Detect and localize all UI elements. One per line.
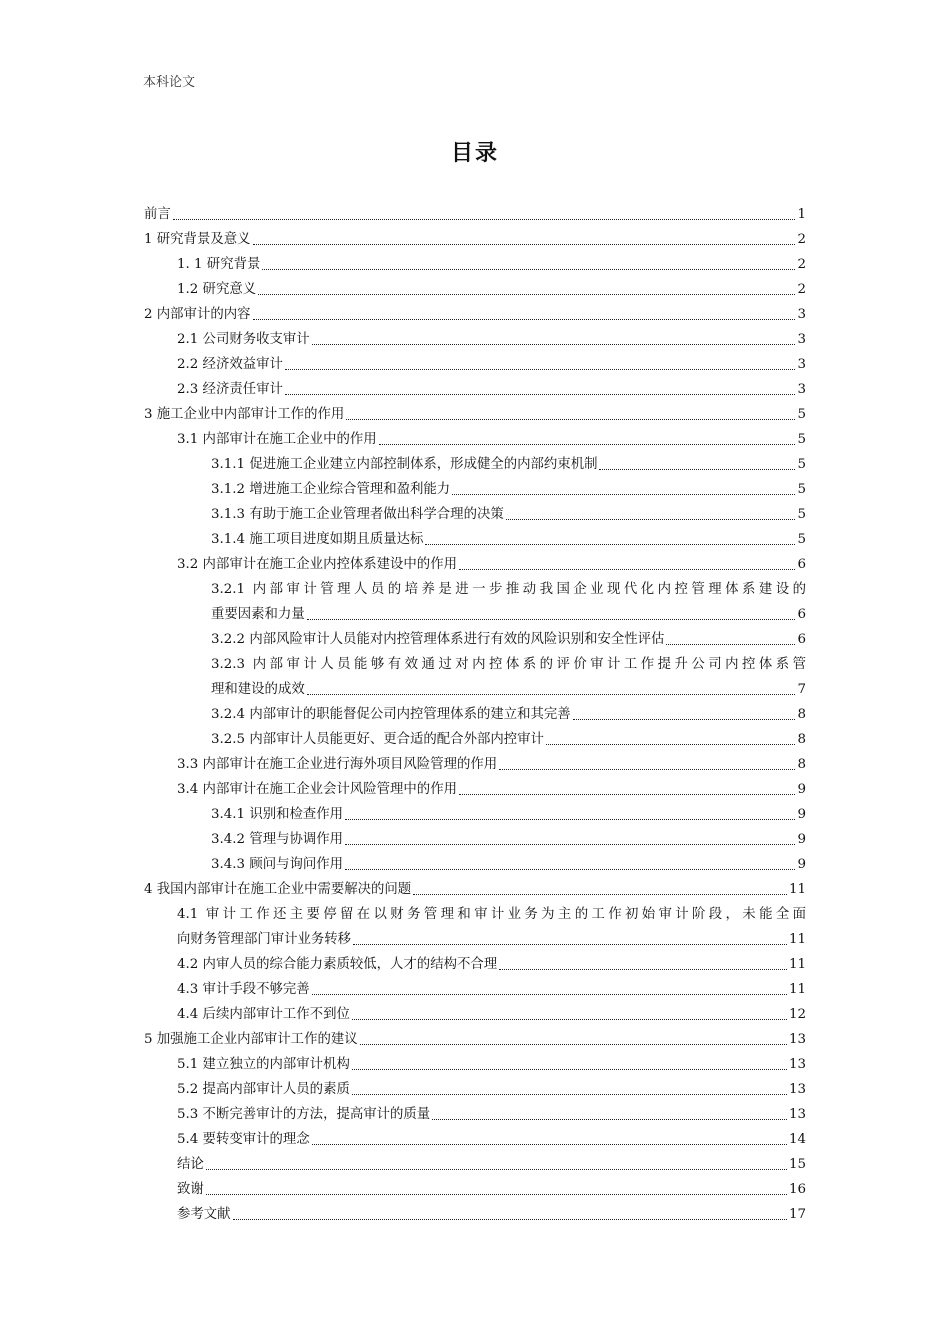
dot-leader [173,218,796,220]
toc-entry[interactable] [144,977,806,1002]
toc-entry[interactable] [144,852,806,877]
toc-page-number: 1 [797,207,806,222]
toc-entry-text: 3.4.2 管理与协调作用 [211,832,344,847]
toc-entry[interactable] [144,402,806,427]
toc-page-number: 3 [797,357,806,372]
toc-entry[interactable] [144,377,806,402]
dot-leader [506,518,796,520]
dot-leader [253,243,796,245]
toc-page-number: 5 [797,532,806,547]
toc-page-number: 5 [797,407,806,422]
toc-entry-text: 结论 [177,1157,204,1172]
dot-leader [307,618,796,620]
toc-entry-text: 4.1 审计工作还主要停留在以财务管理和审计业务为主的工作初始审计阶段，未能全面 [177,907,806,922]
toc-entry[interactable] [144,227,806,252]
toc-page-number: 6 [797,557,806,572]
toc-entry-text: 2.3 经济责任审计 [177,382,283,397]
toc-page-number: 16 [788,1182,806,1197]
dot-leader [352,1018,787,1020]
toc-entry-text: 3.4.1 识别和检查作用 [211,807,344,822]
toc-entry[interactable] [144,1202,806,1227]
toc-page-number: 8 [797,707,806,722]
toc-entry-text: 3.2.1 内部审计管理人员的培养是进一步推动我国企业现代化内控管理体系建设的 [211,582,806,597]
dot-leader [233,1218,787,1220]
toc-entry[interactable] [144,877,806,902]
toc-entry-text: 3.4.3 顾问与询问作用 [211,857,344,872]
dot-leader [312,993,787,995]
toc-page-number: 9 [797,782,806,797]
toc-page-number: 13 [788,1032,806,1047]
toc-page-number: 11 [788,982,806,997]
dot-leader [206,1193,787,1195]
dot-leader [352,1093,787,1095]
toc-entry-text: 3.3 内部审计在施工企业进行海外项目风险管理的作用 [177,757,498,772]
toc-page-number: 8 [797,732,806,747]
dot-leader [360,1043,787,1045]
toc-page-number: 9 [797,832,806,847]
toc-entry[interactable] [144,302,806,327]
dot-leader [379,443,796,445]
toc-entry[interactable] [144,1077,806,1102]
toc-entry[interactable] [144,252,806,277]
toc-entry-text: 3.2 内部审计在施工企业内控体系建设中的作用 [177,557,457,572]
dot-leader [285,368,796,370]
dot-leader [285,393,796,395]
toc-entry-text-continued: 重要因素和力量 [211,607,305,622]
toc-entry-text: 致谢 [177,1182,204,1197]
toc-entry-text: 4.2 内审人员的综合能力素质较低，人才的结构不合理 [177,957,498,972]
dot-leader [253,318,796,320]
dot-leader [499,768,795,770]
dot-leader [307,693,796,695]
dot-leader [345,818,795,820]
toc-entry-continuation [211,602,806,627]
dot-leader [262,268,795,270]
toc-page-number: 2 [797,257,806,272]
toc-page-number: 5 [797,482,806,497]
toc-entry[interactable] [144,477,806,502]
toc-page-number: 6 [797,632,806,647]
toc-page-number: 9 [797,857,806,872]
dot-leader [345,843,795,845]
dot-leader [346,418,795,420]
toc-entry[interactable] [144,902,806,952]
toc-page-number: 13 [788,1082,806,1097]
toc-entry[interactable] [144,552,806,577]
toc-entry-text: 5.4 要转变审计的理念 [177,1132,310,1147]
dot-leader [573,718,796,720]
toc-entry-text: 3.2.5 内部审计人员能更好、更合适的配合外部内控审计 [211,732,544,747]
page-title: 目录 [450,141,499,166]
toc-entry-text: 2.2 经济效益审计 [177,357,283,372]
dot-leader [352,1068,787,1070]
toc-entry[interactable] [144,327,806,352]
table-of-contents [144,202,806,1227]
toc-entry-text: 3.1.4 施工项目进度如期且质量达标 [211,532,424,547]
toc-entry[interactable] [144,1052,806,1077]
toc-entry[interactable] [144,427,806,452]
toc-page-number: 5 [797,457,806,472]
toc-entry[interactable] [144,527,806,552]
toc-entry-text: 1. 1 研究背景 [177,257,261,272]
dot-leader [459,793,795,795]
toc-entry[interactable] [144,627,806,652]
dot-leader [666,643,795,645]
dot-leader [459,568,795,570]
toc-entry-text: 4.3 审计手段不够完善 [177,982,310,997]
dot-leader [413,893,787,895]
toc-entry-continuation [177,927,806,952]
dot-leader [425,543,795,545]
toc-page-number: 8 [797,757,806,772]
dot-leader [499,968,787,970]
toc-page-number: 13 [788,1107,806,1122]
toc-entry-text: 3.2.3 内部审计人员能够有效通过对内控体系的评价审计工作提升公司内控体系管 [211,657,806,672]
toc-page-number: 3 [797,332,806,347]
toc-page-number: 11 [788,932,806,947]
toc-page-number: 3 [797,382,806,397]
toc-entry[interactable] [144,352,806,377]
toc-entry[interactable] [144,702,806,727]
toc-entry[interactable] [144,1177,806,1202]
toc-page-number: 11 [788,957,806,972]
toc-entry-text: 2.1 公司财务收支审计 [177,332,310,347]
toc-entry[interactable] [144,652,806,702]
toc-entry-text: 4 我国内部审计在施工企业中需要解决的问题 [144,882,412,897]
toc-page-number: 14 [788,1132,806,1147]
toc-entry-text: 3.4 内部审计在施工企业会计风险管理中的作用 [177,782,457,797]
toc-entry-text: 5.2 提高内部审计人员的素质 [177,1082,350,1097]
toc-entry[interactable] [144,827,806,852]
dot-leader [432,1118,787,1120]
toc-page-number: 15 [788,1157,806,1172]
toc-entry[interactable] [144,952,806,977]
toc-page-number: 17 [788,1207,806,1222]
dot-leader [599,468,795,470]
toc-page-number: 12 [788,1007,806,1022]
toc-entry-text: 1.2 研究意义 [177,282,257,297]
toc-entry-continuation [211,677,806,702]
toc-entry-text: 3.1.2 增进施工企业综合管理和盈利能力 [211,482,451,497]
toc-entry-text: 5.1 建立独立的内部审计机构 [177,1057,350,1072]
dot-leader [353,943,787,945]
toc-page-number: 6 [797,607,806,622]
toc-entry-text: 3.1.3 有助于施工企业管理者做出科学合理的决策 [211,507,504,522]
toc-entry[interactable] [144,1102,806,1127]
toc-entry-text: 前言 [144,207,171,222]
toc-entry-text: 3 施工企业中内部审计工作的作用 [144,407,345,422]
toc-page-number: 9 [797,807,806,822]
dot-leader [312,343,796,345]
page-header: 本科论文 [143,75,196,90]
dot-leader [546,743,796,745]
toc-page-number: 7 [797,682,806,697]
toc-page-number: 3 [797,307,806,322]
dot-leader [258,293,795,295]
toc-entry[interactable] [144,752,806,777]
toc-entry-text: 2 内部审计的内容 [144,307,251,322]
toc-page-number: 2 [797,232,806,247]
dot-leader [312,1143,787,1145]
dot-leader [206,1168,787,1170]
toc-entry[interactable] [144,802,806,827]
toc-entry[interactable] [144,777,806,802]
toc-entry[interactable] [144,727,806,752]
toc-entry-text: 3.1.1 促进施工企业建立内部控制体系，形成健全的内部约束机制 [211,457,598,472]
toc-entry[interactable] [144,452,806,477]
toc-entry[interactable] [144,1027,806,1052]
toc-entry-text: 参考文献 [177,1207,231,1222]
toc-entry[interactable] [144,277,806,302]
toc-entry-text: 3.2.2 内部风险审计人员能对内控管理体系进行有效的风险识别和安全性评估 [211,632,665,647]
toc-entry-text: 3.2.4 内部审计的职能督促公司内控管理体系的建立和其完善 [211,707,571,722]
toc-page-number: 11 [788,882,806,897]
toc-entry[interactable] [144,1127,806,1152]
toc-entry-text: 3.1 内部审计在施工企业中的作用 [177,432,377,447]
toc-entry-text-continued: 向财务管理部门审计业务转移 [177,932,352,947]
toc-page-number: 13 [788,1057,806,1072]
toc-entry[interactable] [144,577,806,627]
toc-page-number: 5 [797,432,806,447]
toc-entry-text: 5.3 不断完善审计的方法，提高审计的质量 [177,1107,431,1122]
toc-page-number: 5 [797,507,806,522]
toc-entry-text-continued: 理和建设的成效 [211,682,305,697]
toc-page-number: 2 [797,282,806,297]
dot-leader [452,493,795,495]
toc-entry-text: 1 研究背景及意义 [144,232,251,247]
toc-entry[interactable] [144,502,806,527]
dot-leader [345,868,795,870]
toc-entry-text: 5 加强施工企业内部审计工作的建议 [144,1032,358,1047]
toc-entry[interactable] [144,202,806,227]
toc-entry[interactable] [144,1002,806,1027]
toc-entry-text: 4.4 后续内部审计工作不到位 [177,1007,350,1022]
toc-entry[interactable] [144,1152,806,1177]
